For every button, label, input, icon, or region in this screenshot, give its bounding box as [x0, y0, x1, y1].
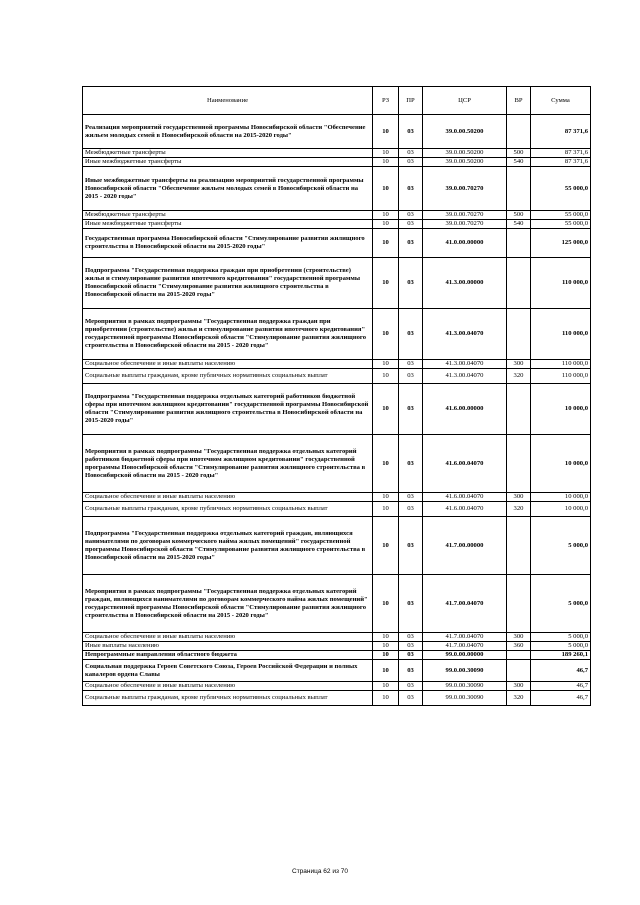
cell-name: Мероприятия в рамках подпрограммы "Государственная поддержка граждан при приобретении (строительстве) жилья и стимулирование развития ипотечного кредитования" государственной программы Новосибирской области "Стимулирование развития жилищного строительства в Новосибирской области на 2015 - 2020 годы" — [83, 309, 373, 360]
table-row — [83, 493, 591, 502]
cell-pr: 03 — [399, 211, 423, 220]
cell-name: Межбюджетные трансферты — [83, 211, 373, 220]
cell-name: Социальная поддержка Героев Советского Союза, Героев Российской Федерации и полных кавалеров ордена Славы — [83, 660, 373, 682]
cell-pr: 03 — [399, 633, 423, 642]
table-row — [83, 369, 591, 384]
cell-name: Социальное обеспечение и иные выплаты населению — [83, 493, 373, 502]
cell-csr: 41.7.00.04070 — [423, 633, 507, 642]
table-row — [83, 220, 591, 229]
cell-sum: 55 000,0 — [531, 167, 591, 211]
cell-csr: 39.0.00.70270 — [423, 211, 507, 220]
cell-name: Иные межбюджетные трансферты на реализацию мероприятий государственной программы Новосибирской области "Обеспечение жильем молодых семей в Новосибирской области на 2015 - 2020 годы" — [83, 167, 373, 211]
cell-rz: 10 — [373, 575, 399, 633]
cell-name: Подпрограмма "Государственная поддержка отдельных категорий работников бюджетной сферы при ипотечном жилищном кредитовании" государственной программы Новосибирской области "Стимулирование развития жилищного строительства в Новосибирской области на 2015-2020 годы" — [83, 384, 373, 435]
cell-pr: 03 — [399, 651, 423, 660]
cell-rz: 10 — [373, 691, 399, 706]
cell-name: Иные межбюджетные трансферты — [83, 220, 373, 229]
cell-sum: 10 000,0 — [531, 502, 591, 517]
cell-pr: 03 — [399, 435, 423, 493]
cell-sum: 87 371,6 — [531, 149, 591, 158]
cell-csr: 41.6.00.04070 — [423, 493, 507, 502]
cell-sum: 125 000,0 — [531, 229, 591, 258]
cell-csr: 41.3.00.00000 — [423, 258, 507, 309]
table-row — [83, 502, 591, 517]
cell-name: Социальное обеспечение и иные выплаты населению — [83, 682, 373, 691]
cell-name: Иные межбюджетные трансферты — [83, 158, 373, 167]
cell-name: Иные выплаты населению — [83, 642, 373, 651]
table-body — [83, 115, 591, 706]
cell-vr: 320 — [507, 691, 531, 706]
cell-csr: 39.0.00.50200 — [423, 149, 507, 158]
cell-sum: 110 000,0 — [531, 369, 591, 384]
cell-name: Подпрограмма "Государственная поддержка отдельных категорий граждан, являющихся нанимателями по договорам коммерческого найма жилых помещений" государственной программы Новосибирской области "Стимулирование развития жилищного строительства в Новосибирской области на 2015-2020 годы" — [83, 517, 373, 575]
header-pr: ПР — [399, 87, 423, 115]
cell-csr: 41.7.00.04070 — [423, 575, 507, 633]
table-row — [83, 360, 591, 369]
cell-sum: 189 260,1 — [531, 651, 591, 660]
table-row — [83, 660, 591, 682]
cell-sum: 10 000,0 — [531, 384, 591, 435]
table-row — [83, 229, 591, 258]
table-row — [83, 384, 591, 435]
cell-csr: 39.0.00.70270 — [423, 220, 507, 229]
cell-vr — [507, 660, 531, 682]
cell-sum: 55 000,0 — [531, 220, 591, 229]
cell-sum: 46,7 — [531, 691, 591, 706]
page-number: Страница 62 из 70 — [292, 868, 348, 875]
cell-vr: 540 — [507, 158, 531, 167]
cell-name: Межбюджетные трансферты — [83, 149, 373, 158]
cell-pr: 03 — [399, 158, 423, 167]
table-row — [83, 149, 591, 158]
cell-name: Социальные выплаты гражданам, кроме публичных нормативных социальных выплат — [83, 502, 373, 517]
cell-csr: 39.0.00.50200 — [423, 115, 507, 149]
cell-pr: 03 — [399, 575, 423, 633]
cell-vr: 300 — [507, 682, 531, 691]
cell-name: Социальное обеспечение и иные выплаты населению — [83, 633, 373, 642]
cell-sum: 110 000,0 — [531, 360, 591, 369]
table-row — [83, 158, 591, 167]
table-header-row — [83, 87, 591, 115]
cell-pr: 03 — [399, 220, 423, 229]
cell-rz: 10 — [373, 682, 399, 691]
cell-name: Мероприятия в рамках подпрограммы "Государственная поддержка отдельных категорий граждан, являющихся нанимателями по договорам коммерческого найма жилых помещений" государственной программы Новосибирской области "Стимулирование развития жилищного строительства в Новосибирской области на 2015 - 2020 годы" — [83, 575, 373, 633]
cell-vr: 360 — [507, 642, 531, 651]
cell-vr: 300 — [507, 360, 531, 369]
cell-vr — [507, 575, 531, 633]
cell-rz: 10 — [373, 642, 399, 651]
cell-rz: 10 — [373, 369, 399, 384]
cell-name: Непрограммные направления областного бюджета — [83, 651, 373, 660]
cell-pr: 03 — [399, 167, 423, 211]
header-csr: ЦСР — [423, 87, 507, 115]
cell-sum: 46,7 — [531, 682, 591, 691]
cell-pr: 03 — [399, 660, 423, 682]
cell-csr: 41.3.00.04070 — [423, 360, 507, 369]
cell-vr: 500 — [507, 149, 531, 158]
cell-vr: 320 — [507, 502, 531, 517]
cell-name: Социальные выплаты гражданам, кроме публичных нормативных социальных выплат — [83, 691, 373, 706]
table-row — [83, 258, 591, 309]
cell-name: Мероприятия в рамках подпрограммы "Государственная поддержка отдельных категорий работников бюджетной сферы при ипотечном жилищном кредитовании" государственной программы Новосибирской области "Стимулирование развития жилищного строительства в Новосибирской области на 2015 - 2020 годы" — [83, 435, 373, 493]
cell-csr: 41.0.00.00000 — [423, 229, 507, 258]
cell-vr — [507, 517, 531, 575]
cell-csr: 99.0.00.30090 — [423, 660, 507, 682]
cell-rz: 10 — [373, 149, 399, 158]
cell-pr: 03 — [399, 115, 423, 149]
cell-pr: 03 — [399, 149, 423, 158]
table-row — [83, 575, 591, 633]
header-sum: Сумма — [531, 87, 591, 115]
table-row — [83, 651, 591, 660]
cell-name: Подпрограмма "Государственная поддержка граждан при приобретении (строительстве) жилья и стимулирование развития ипотечного кредитования" государственной программы Новосибирской области "Стимулирование развития жилищного строительства в Новосибирской области на 2015-2020 годы" — [83, 258, 373, 309]
table-row — [83, 115, 591, 149]
cell-sum: 5 000,0 — [531, 517, 591, 575]
cell-pr: 03 — [399, 502, 423, 517]
cell-csr: 99.0.00.30090 — [423, 682, 507, 691]
cell-rz: 10 — [373, 360, 399, 369]
table-row — [83, 682, 591, 691]
cell-rz: 10 — [373, 660, 399, 682]
cell-sum: 46,7 — [531, 660, 591, 682]
cell-pr: 03 — [399, 369, 423, 384]
header-rz: РЗ — [373, 87, 399, 115]
cell-csr: 41.6.00.04070 — [423, 502, 507, 517]
cell-rz: 10 — [373, 115, 399, 149]
cell-rz: 10 — [373, 651, 399, 660]
cell-rz: 10 — [373, 258, 399, 309]
cell-pr: 03 — [399, 517, 423, 575]
cell-pr: 03 — [399, 642, 423, 651]
cell-sum: 87 371,6 — [531, 158, 591, 167]
cell-csr: 41.7.00.00000 — [423, 517, 507, 575]
table-row — [83, 435, 591, 493]
table-row — [83, 642, 591, 651]
cell-rz: 10 — [373, 158, 399, 167]
table-row — [83, 211, 591, 220]
cell-sum: 55 000,0 — [531, 211, 591, 220]
cell-csr: 41.6.00.00000 — [423, 384, 507, 435]
table-row — [83, 517, 591, 575]
cell-csr: 41.7.00.04070 — [423, 642, 507, 651]
cell-name: Социальное обеспечение и иные выплаты населению — [83, 360, 373, 369]
budget-table — [82, 86, 591, 706]
cell-pr: 03 — [399, 309, 423, 360]
cell-vr: 500 — [507, 211, 531, 220]
cell-rz: 10 — [373, 493, 399, 502]
cell-pr: 03 — [399, 493, 423, 502]
cell-vr: 320 — [507, 369, 531, 384]
cell-rz: 10 — [373, 384, 399, 435]
cell-csr: 99.0.00.30090 — [423, 691, 507, 706]
cell-rz: 10 — [373, 435, 399, 493]
cell-sum: 10 000,0 — [531, 435, 591, 493]
cell-rz: 10 — [373, 309, 399, 360]
cell-vr: 300 — [507, 493, 531, 502]
cell-csr: 99.0.00.00000 — [423, 651, 507, 660]
cell-sum: 110 000,0 — [531, 258, 591, 309]
cell-csr: 39.0.00.50200 — [423, 158, 507, 167]
cell-sum: 10 000,0 — [531, 493, 591, 502]
cell-rz: 10 — [373, 517, 399, 575]
table-row — [83, 691, 591, 706]
cell-vr — [507, 651, 531, 660]
cell-vr — [507, 229, 531, 258]
cell-rz: 10 — [373, 633, 399, 642]
cell-rz: 10 — [373, 220, 399, 229]
cell-sum: 5 000,0 — [531, 633, 591, 642]
cell-pr: 03 — [399, 258, 423, 309]
cell-rz: 10 — [373, 211, 399, 220]
table-row — [83, 633, 591, 642]
cell-vr — [507, 384, 531, 435]
cell-vr — [507, 115, 531, 149]
cell-rz: 10 — [373, 502, 399, 517]
header-name: Наименование — [83, 87, 373, 115]
cell-rz: 10 — [373, 229, 399, 258]
cell-rz: 10 — [373, 167, 399, 211]
cell-name: Социальные выплаты гражданам, кроме публичных нормативных социальных выплат — [83, 369, 373, 384]
cell-sum: 110 000,0 — [531, 309, 591, 360]
header-vr: ВР — [507, 87, 531, 115]
cell-vr: 540 — [507, 220, 531, 229]
cell-vr — [507, 258, 531, 309]
cell-pr: 03 — [399, 691, 423, 706]
cell-sum: 5 000,0 — [531, 575, 591, 633]
cell-pr: 03 — [399, 384, 423, 435]
cell-csr: 41.3.00.04070 — [423, 369, 507, 384]
cell-sum: 87 371,6 — [531, 115, 591, 149]
cell-vr — [507, 435, 531, 493]
cell-name: Реализация мероприятий государственной программы Новосибирской области "Обеспечение жильем молодых семей в Новосибирской области на 2015-2020 годы" — [83, 115, 373, 149]
cell-vr — [507, 309, 531, 360]
cell-sum: 5 000,0 — [531, 642, 591, 651]
cell-vr: 300 — [507, 633, 531, 642]
cell-csr: 41.6.00.04070 — [423, 435, 507, 493]
table-row — [83, 309, 591, 360]
cell-pr: 03 — [399, 229, 423, 258]
cell-pr: 03 — [399, 360, 423, 369]
cell-pr: 03 — [399, 682, 423, 691]
cell-name: Государственная программа Новосибирской области "Стимулирование развития жилищного строительства в Новосибирской области на 2015-2020 годы" — [83, 229, 373, 258]
cell-csr: 41.3.00.04070 — [423, 309, 507, 360]
cell-csr: 39.0.00.70270 — [423, 167, 507, 211]
cell-vr — [507, 167, 531, 211]
table-row — [83, 167, 591, 211]
